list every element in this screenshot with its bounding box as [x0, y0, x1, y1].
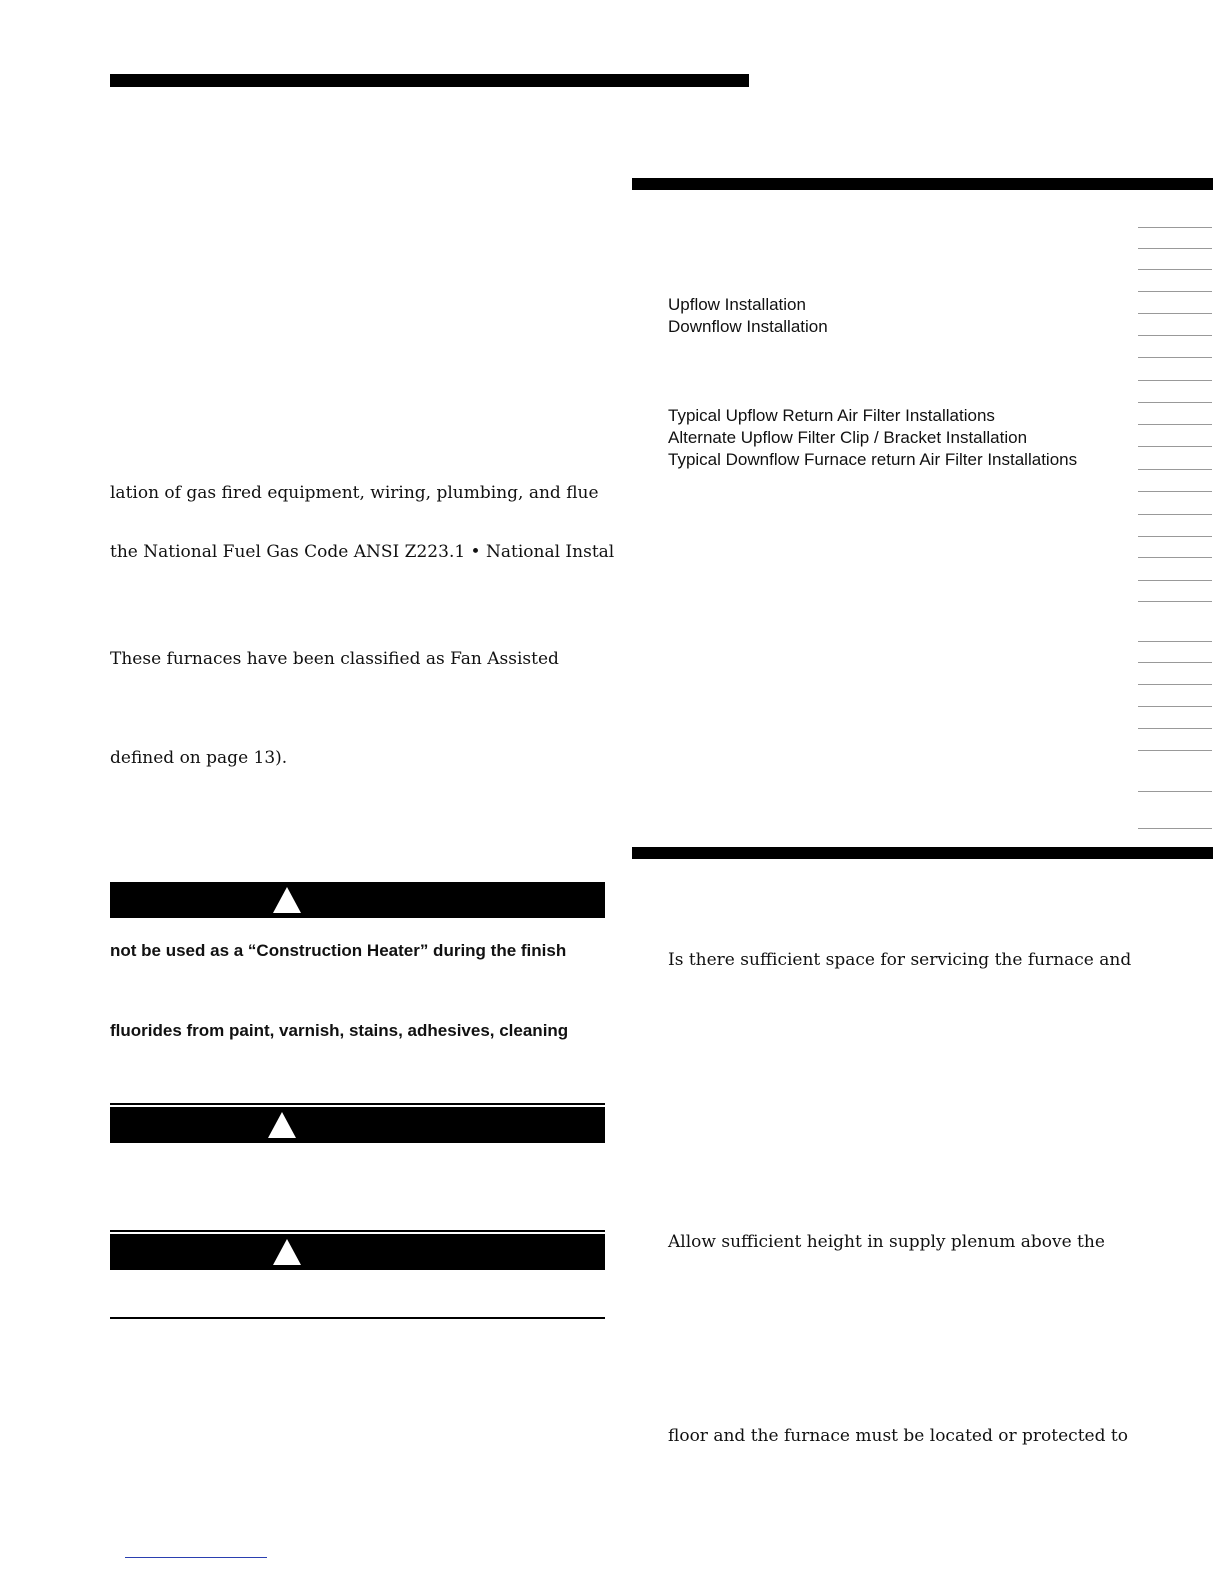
toc-item-upflow[interactable]: Upflow Installation	[668, 295, 806, 314]
divider	[110, 1317, 605, 1319]
body-text-line: defined on page 13).	[110, 748, 288, 768]
divider	[110, 1103, 605, 1105]
warning-text-line: fluorides from paint, varnish, stains, adhesives, cleaning	[110, 1021, 569, 1040]
toc-item-upflow-filter[interactable]: Typical Upflow Return Air Filter Installations	[668, 406, 995, 425]
warning-triangle-icon	[268, 1112, 296, 1138]
contents-header-bar	[632, 178, 1213, 190]
body-text-line: Allow sufficient height in supply plenum above the	[668, 1232, 1105, 1252]
body-text-line: floor and the furnace must be located or protected to	[668, 1426, 1128, 1446]
warning-header-bar	[110, 882, 605, 918]
body-text-line: lation of gas fired equipment, wiring, plumbing, and flue	[110, 483, 599, 503]
divider	[110, 1230, 605, 1232]
top-header-bar	[110, 74, 749, 87]
body-text-line: the National Fuel Gas Code ANSI Z223.1 • National Instal	[110, 542, 615, 562]
body-text-line: Is there sufficient space for servicing the furnace and	[668, 950, 1132, 970]
footer-link-underline[interactable]	[125, 1557, 267, 1558]
section-header-bar	[632, 847, 1213, 859]
warning-triangle-icon	[273, 887, 301, 913]
warning-triangle-icon	[273, 1239, 301, 1265]
warning-text-line: not be used as a “Construction Heater” during the finish	[110, 941, 567, 960]
warning-header-bar	[110, 1107, 605, 1143]
warning-header-bar	[110, 1234, 605, 1270]
toc-item-alternate-filter[interactable]: Alternate Upflow Filter Clip / Bracket Installation	[668, 428, 1028, 447]
toc-item-downflow-filter[interactable]: Typical Downflow Furnace return Air Filter Installations	[668, 450, 1078, 469]
toc-item-downflow[interactable]: Downflow Installation	[668, 317, 828, 336]
body-text-line: These furnaces have been classified as Fan Assisted	[110, 649, 559, 669]
